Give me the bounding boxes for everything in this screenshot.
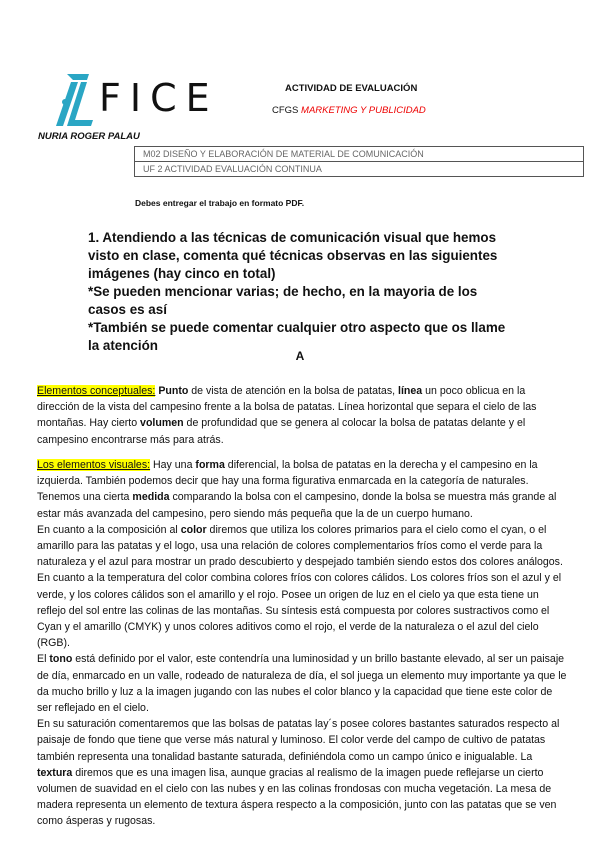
question-note-1: *Se pueden mencionar varias; de hecho, en la mayoria de los casos es así [88,284,478,317]
key-term: textura [37,766,73,779]
key-term: línea [398,385,423,397]
paragraph-text: diremos que utiliza los colores primarios para el cielo como el cyan, o el amarillo para las patatas y el logo, usa una relación de colores complementarios fríos como el verde para la naturaleza y el azul para mostrar un prado descubierto y despejado también siendo estos dos colores análogos. En cuanto a la temperatura del color combina colores fríos con colores cálidos. Los colores fríos son el azul y el verde, y los colores cálidos son el amarillo y el rojo. Posee un origen de luz en el cielo ya que esta tiene un reflejo del sol entre las colinas de las montañas. Su síntesis está compuesta por colores sustractivos como el Cyan y el amarillo (CMYK) y unos colores aditivos como el rojo, el verde de la naturaleza o el azul del cielo (RGB). [37,523,563,650]
key-term: forma [195,459,225,471]
unit-row: UF 2 ACTIVIDAD EVALUACIÓN CONTINUA [135,161,583,176]
paragraph-text: de vista de atención en la bolsa de patatas, [188,385,399,397]
fice-logo [45,72,219,128]
module-row: M02 DISEÑO Y ELABORACIÓN DE MATERIAL DE COMUNICACIÓN [143,149,424,159]
paragraph-text: Hay una [150,459,196,471]
paragraph-text: diferencial, la bolsa de patatas en la derecha y el campesino en la izquierda. También podemos decir que hay una forma figurativa enmarcada en la categoría de naturales. Tenemos una cierta [37,459,538,504]
paragraph-conceptual-elements [37,383,569,448]
logo-text: FICE [99,76,219,120]
question-note-2: *También se puede comentar cualquier otro aspecto que os llame la atención [88,320,506,353]
section-letter: A [295,349,305,363]
program-name: MARKETING Y PUBLICIDAD [301,105,426,116]
key-term: medida [132,491,170,504]
paragraph-visual-elements [37,457,569,830]
instruction-text: Debes entregar el trabajo en formato PDF. [135,198,305,208]
paragraph-text: está definido por el valor, este contendría una luminosidad y un brillo bastante elevado, al ser un paisaje de día, enmarcado en un valle, rodeado de naturaleza de día, el sol juega un elemento muy importante ya que le da mucho brillo y luz a la imagen jugando con las nubes el color blanco y la capacidad que tiene este color de ser reflejado en el cielo. [37,653,567,715]
key-term: Punto [158,385,189,397]
paragraph-text: En su saturación comentaremos que las bolsas de patatas lay´s posee colores bastantes saturados respecto al paisaje de fondo que tiene que verse más natural y luminoso. El color verde del campo de cultivo de patatas también representa una tonalidad bastante saturada, definiéndola como un campo único e inigualable. La [37,718,560,763]
fice-logo-mark-icon [45,72,105,128]
module-table [134,146,584,177]
paragraph-text: comparando la bolsa con el campesino, donde la bolsa se muestra más grande al estar más avanzada del campesino, pero siendo más pequeña que la de un cuerpo humano. [37,491,557,520]
author-name: NURIA ROGER PALAU [38,131,140,142]
paragraph-text: diremos que es una imagen lisa, aunque gracias al realismo de la imagen puede reflejarse un cierto volumen de suavidad en el cielo con las nubes y en las colinas frondosas con mucha vegetación. La mesa de madera representa un elemento de textura áspera respecto a la composición, junto con las patatas que se ven como ásperas y rugosas. [37,766,557,828]
question-block [88,229,508,355]
program-line [272,105,426,116]
section-label: Elementos conceptuales: [37,385,156,397]
cfgs-prefix: CFGS [272,105,299,116]
key-term: color [180,523,207,536]
key-term: tono [49,653,73,666]
document-title: ACTIVIDAD DE EVALUACIÓN [285,83,418,94]
paragraph-text: El [37,653,47,666]
paragraph-text: En cuanto a la composición al [37,523,178,536]
section-label: Los elementos visuales: [37,459,151,471]
question-text: 1. Atendiendo a las técnicas de comunicación visual que hemos visto en clase, comenta qué técnicas observas en las siguientes imágenes (hay cinco en total) [88,230,498,281]
paragraph-text: un poco oblicua en la dirección de la vista del campesino frente a la bolsa de patatas. Línea horizontal que separa el cielo de las montañas. Hay cierto [37,385,537,430]
key-term: volumen [140,417,184,430]
paragraph-text: de profundidad que se genera al colocar la bolsa de patatas delante y el campesino encontrarse más para atrás. [37,417,526,446]
